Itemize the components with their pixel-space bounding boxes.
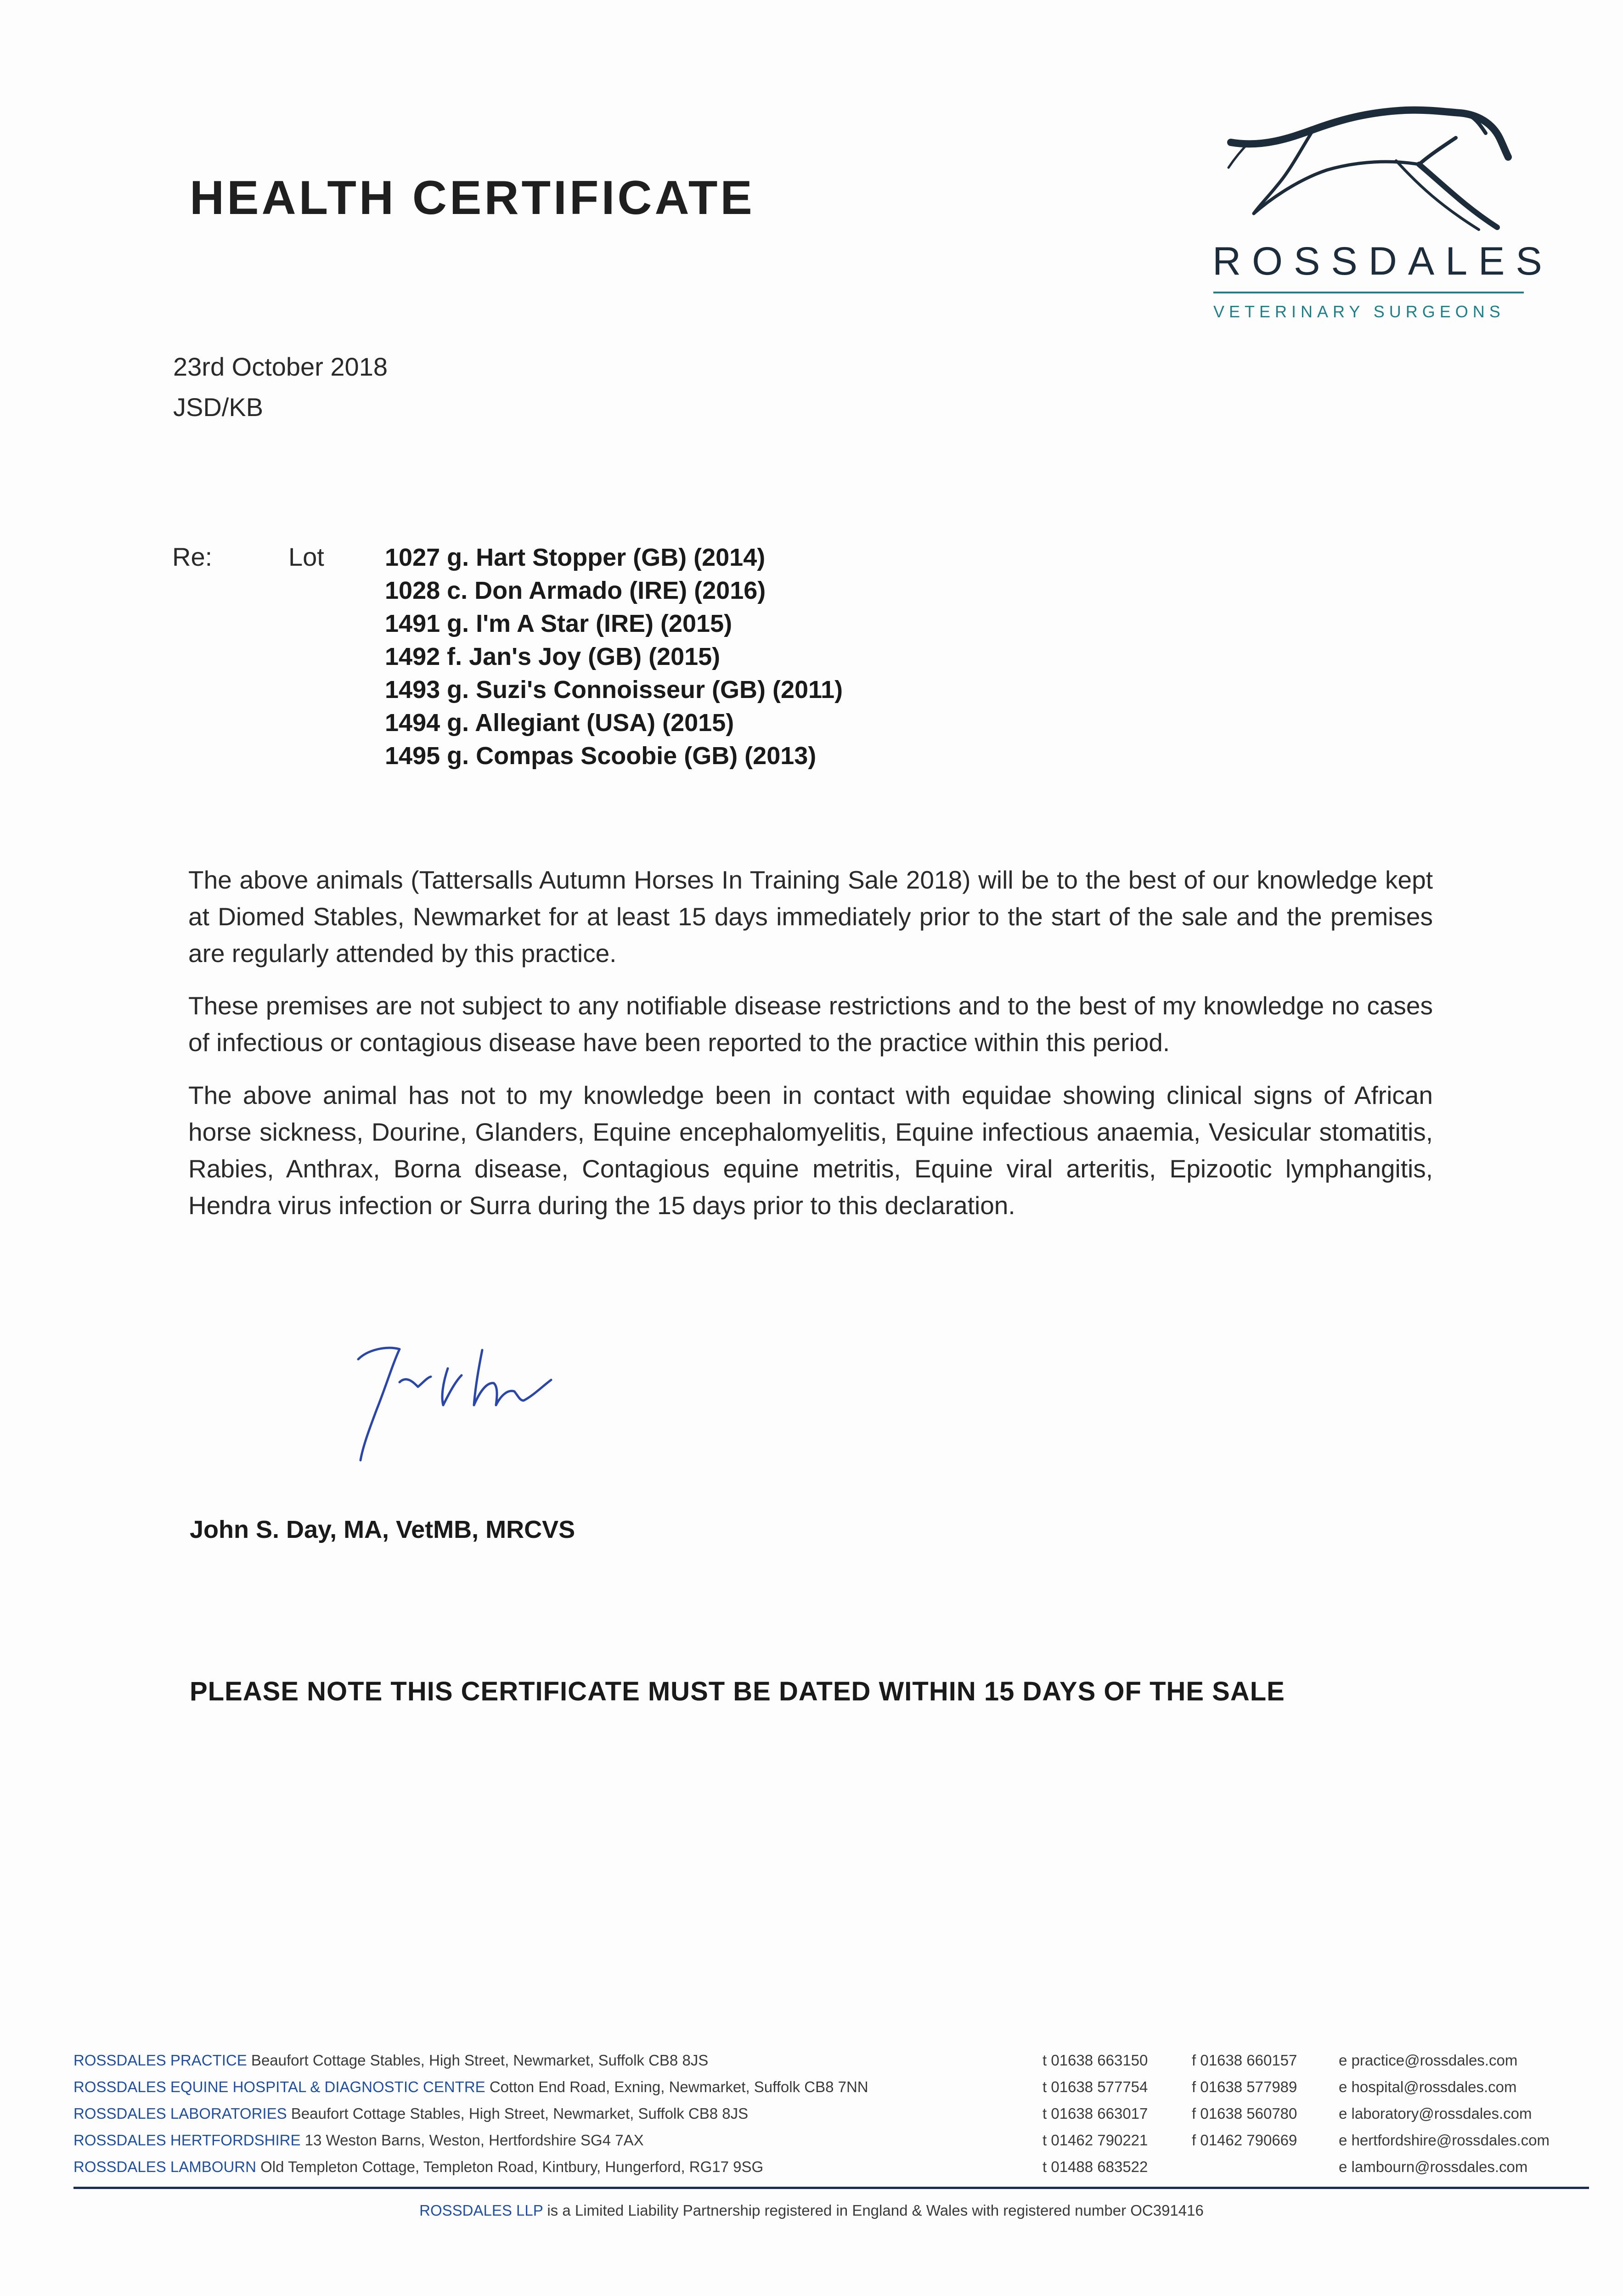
lot-item: 1493 g. Suzi's Connoisseur (GB) (2011) <box>385 676 843 703</box>
footer-address: Beaufort Cottage Stables, High Street, Newmarket, Suffolk CB8 8JS <box>247 2052 709 2069</box>
footer-phone: t 01462 790221 <box>1043 2132 1148 2149</box>
footer-phone: t 01488 683522 <box>1043 2158 1148 2175</box>
footer-email: e hertfordshire@rossdales.com <box>1339 2132 1550 2149</box>
footer-fax: f 01638 660157 <box>1192 2052 1297 2069</box>
footer-address: Cotton End Road, Exning, Newmarket, Suffolk CB8 7NN <box>485 2078 868 2095</box>
legal-text: is a Limited Liability Partnership registered in England & Wales with registered number OC391416 <box>543 2202 1204 2219</box>
letter-meta <box>173 347 388 428</box>
paragraph-sale: The above animals (Tattersalls Autumn Horses In Training Sale 2018) will be to the best of our knowledge kept at Diomed Stables, Newmarket for at least 15 days immediately prior to the start of the sale and the premises are regularly attended by this practice. <box>188 866 1433 968</box>
lot-item: 1492 f. Jan's Joy (GB) (2015) <box>385 643 721 670</box>
footer-email: e practice@rossdales.com <box>1339 2052 1518 2069</box>
footer-email: e laboratory@rossdales.com <box>1339 2105 1532 2122</box>
page-title: HEALTH CERTIFICATE <box>190 171 755 225</box>
lot-list <box>385 541 843 772</box>
footer-row <box>73 2100 1589 2127</box>
signature <box>349 1332 615 1479</box>
paragraph-premises: These premises are not subject to any notifiable disease restrictions and to the best of my knowledge no cases of infectious or contagious disease have been reported to the practice within this period. <box>188 991 1433 1057</box>
footer-phone: t 01638 577754 <box>1043 2078 1148 2095</box>
legal-notice <box>0 2202 1623 2219</box>
rossdales-logo <box>1203 106 1553 335</box>
footer-org: ROSSDALES PRACTICE <box>73 2052 247 2069</box>
footer-address: Old Templeton Cottage, Templeton Road, Kintbury, Hungerford, RG17 9SG <box>256 2158 764 2175</box>
logo-name: ROSSDALES <box>1212 239 1553 283</box>
footer-row <box>73 2074 1589 2100</box>
re-label: Re: <box>172 542 213 571</box>
footer-org: ROSSDALES LAMBOURN <box>73 2158 256 2175</box>
notice: PLEASE NOTE THIS CERTIFICATE MUST BE DATED WITHIN 15 DAYS OF THE SALE <box>190 1677 1285 1706</box>
footer-org: ROSSDALES LABORATORIES <box>73 2105 287 2122</box>
lot-item: 1494 g. Allegiant (USA) (2015) <box>385 709 734 737</box>
footer-divider <box>73 2187 1589 2189</box>
letter-date: 23rd October 2018 <box>173 352 388 381</box>
lot-item: 1495 g. Compas Scoobie (GB) (2013) <box>385 742 817 770</box>
footer-phone: t 01638 663150 <box>1043 2052 1148 2069</box>
horse-icon <box>1222 106 1516 239</box>
footer-email: e hospital@rossdales.com <box>1339 2078 1517 2095</box>
paragraph-diseases: The above animal has not to my knowledge been in contact with equidae showing clinical signs of African horse sickness, Dourine, Glanders, Equine encephalomyelitis, Equine infectious anaemia, Vesicular stomatitis, Rabies, Anthrax, Borna disease, Contagious equine metritis, Equine viral arteritis, Epizootic lymphangitis, Hendra virus infection or Surra during the 15 days prior to this declaration. <box>188 1081 1433 1220</box>
signer-name: John S. Day, MA, VetMB, MRCVS <box>190 1516 575 1543</box>
footer-contacts <box>73 2047 1589 2180</box>
footer-address: 13 Weston Barns, Weston, Hertfordshire SG4 7AX <box>300 2132 644 2149</box>
footer-email: e lambourn@rossdales.com <box>1339 2158 1528 2175</box>
footer-row <box>73 2154 1589 2180</box>
footer-org: ROSSDALES HERTFORDSHIRE <box>73 2132 301 2149</box>
footer-phone: t 01638 663017 <box>1043 2105 1148 2122</box>
footer-org: ROSSDALES EQUINE HOSPITAL & DIAGNOSTIC CENTRE <box>73 2078 485 2095</box>
lot-item: 1491 g. I'm A Star (IRE) (2015) <box>385 610 733 637</box>
footer-fax: f 01638 560780 <box>1192 2105 1297 2122</box>
lot-label: Lot <box>288 542 324 571</box>
footer-row <box>73 2127 1589 2154</box>
logo-divider <box>1213 292 1524 293</box>
footer-address: Beaufort Cottage Stables, High Street, Newmarket, Suffolk CB8 8JS <box>287 2105 749 2122</box>
logo-subtitle: VETERINARY SURGEONS <box>1213 302 1505 321</box>
footer-fax: f 01462 790669 <box>1192 2132 1297 2149</box>
letter-reference: JSD/KB <box>173 393 264 422</box>
legal-company: ROSSDALES LLP <box>419 2202 543 2219</box>
lot-item: 1028 c. Don Armado (IRE) (2016) <box>385 577 766 604</box>
footer-fax: f 01638 577989 <box>1192 2078 1297 2095</box>
footer-row <box>73 2047 1589 2074</box>
lot-item: 1027 g. Hart Stopper (GB) (2014) <box>385 544 766 571</box>
